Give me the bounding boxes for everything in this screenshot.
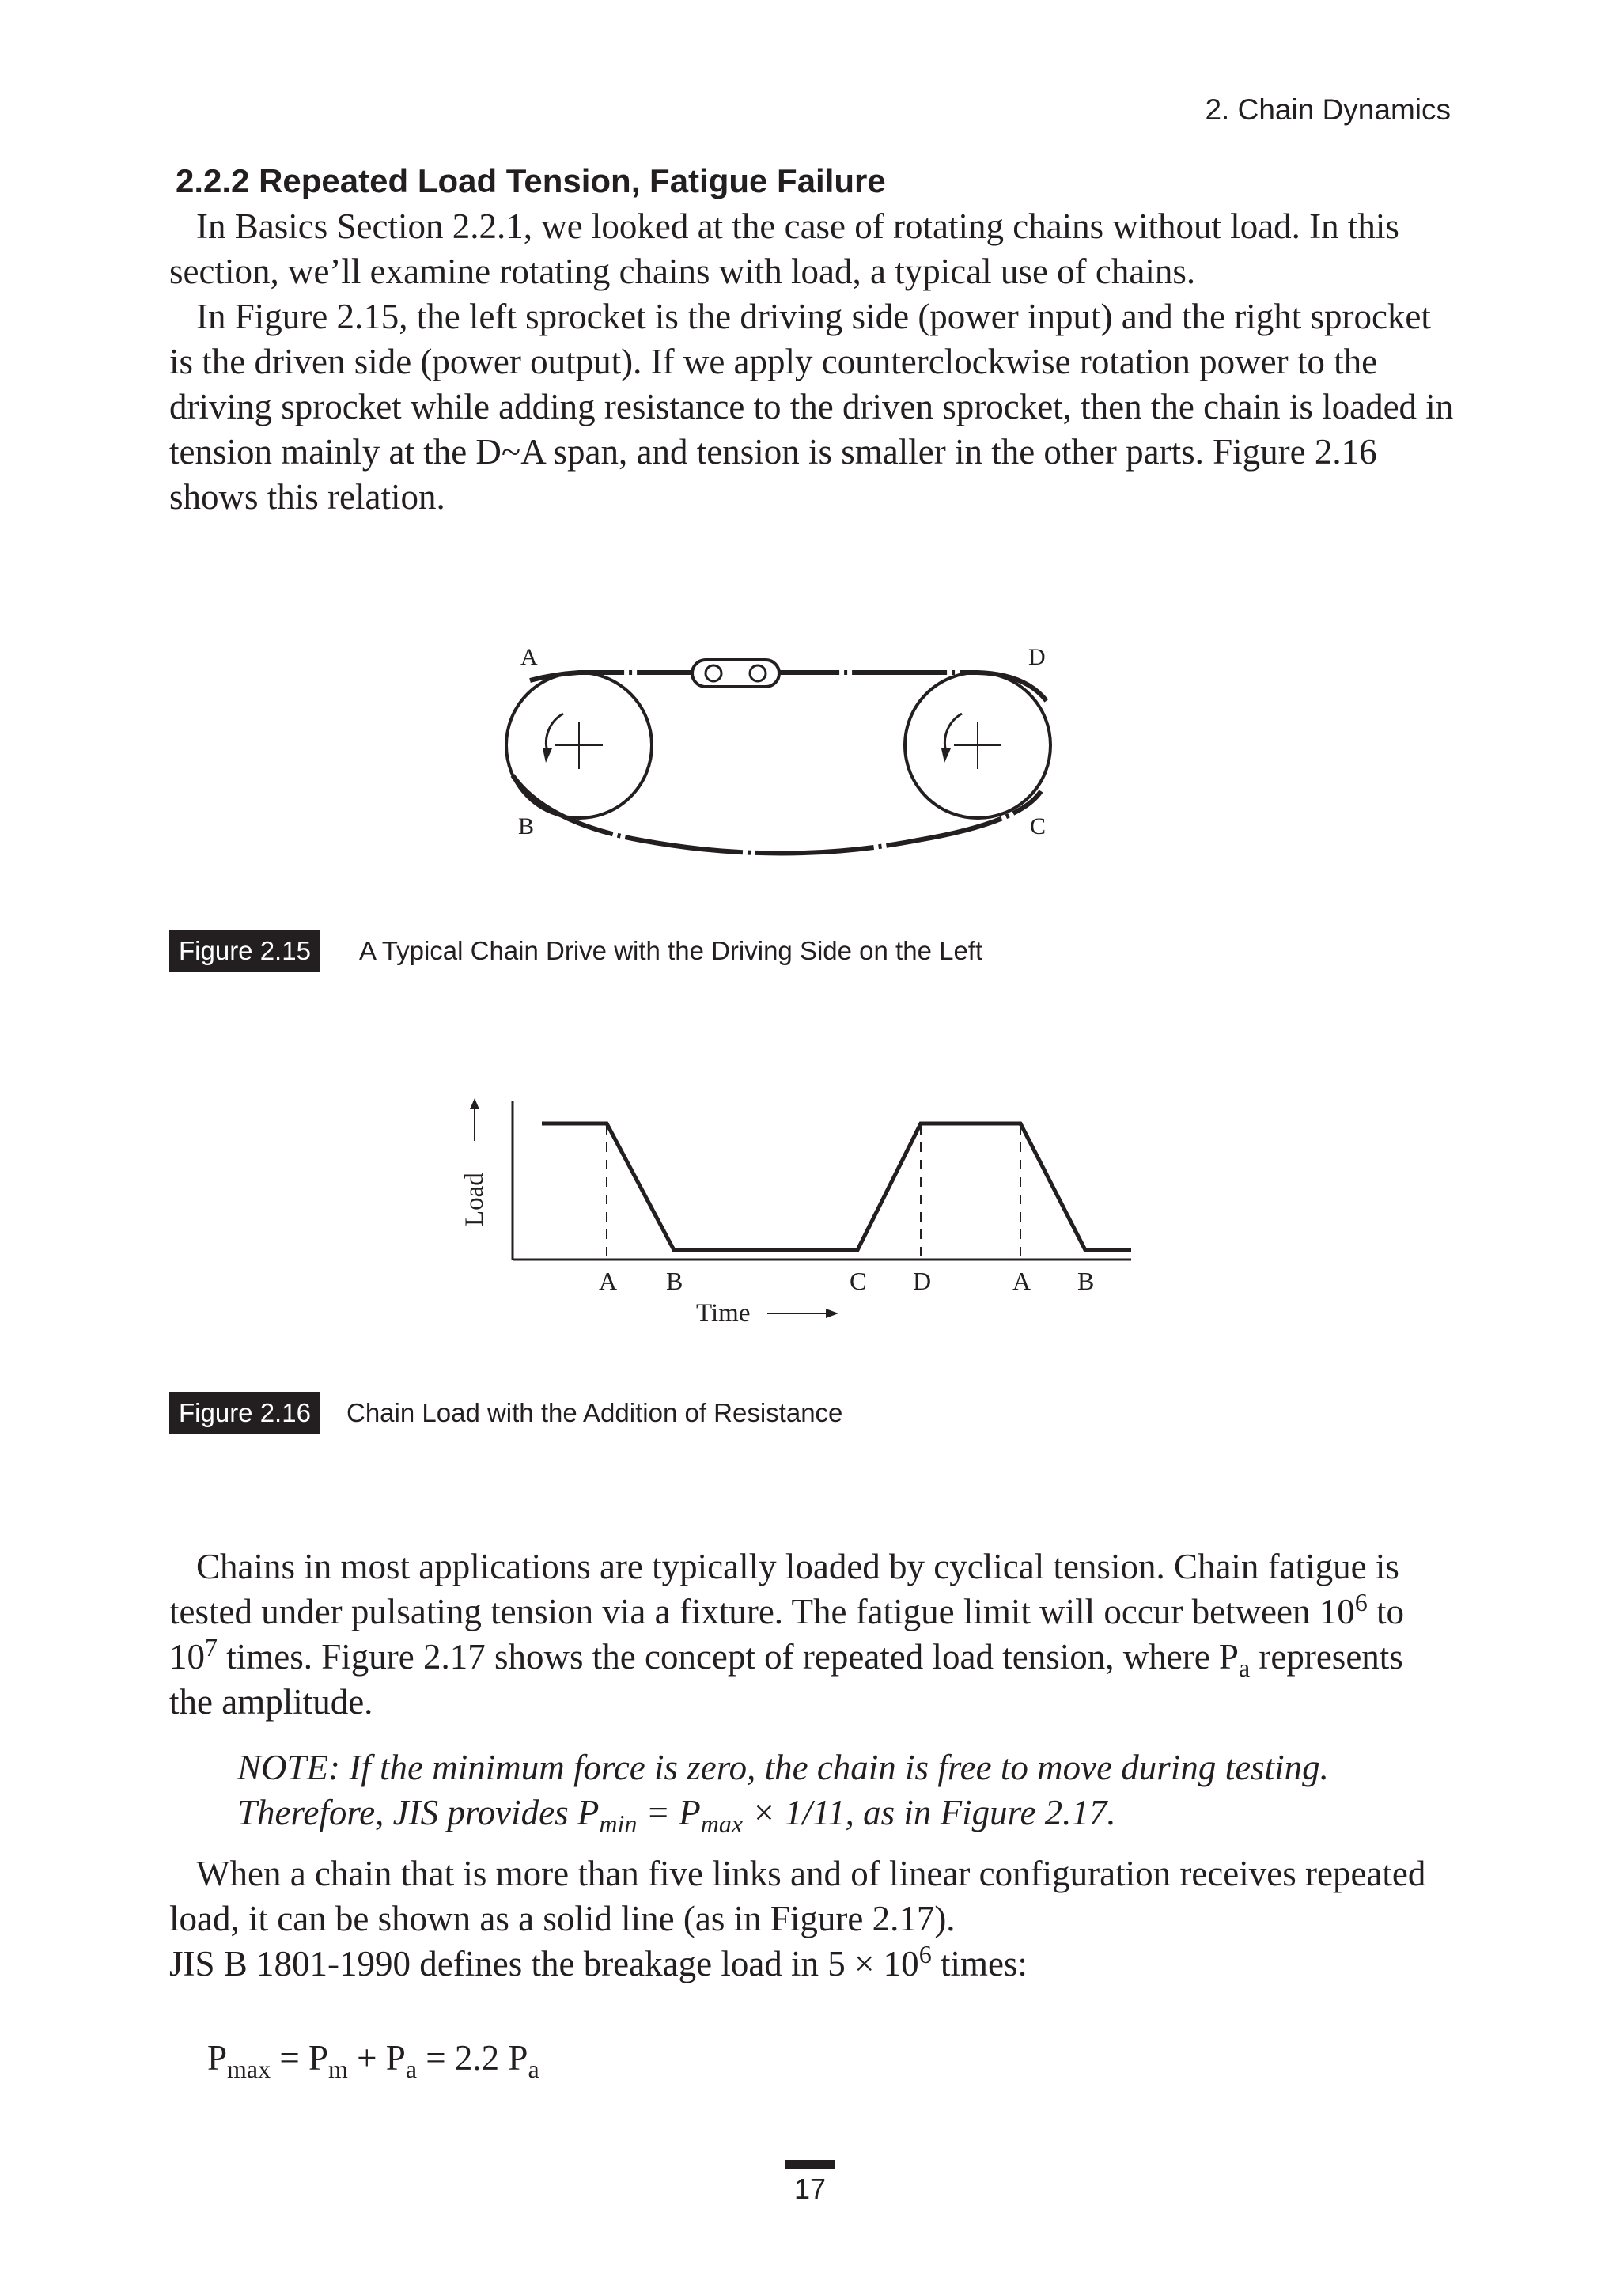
figure-2-15-diagram bbox=[475, 633, 1076, 894]
breakage-load-equation: $P_{max} = P_m + P_a = 2.2$ $P_a$ bbox=[207, 2038, 539, 2083]
note-paragraph: NOTE: If the minimum force is zero, the chain is free to move during testing. Therefore, JIS provides $P_{min} = P_{max} \times 1/11$, as in Figure 2.17. bbox=[237, 1748, 1329, 1838]
figure-2-16-label: Figure 2.16 bbox=[169, 1392, 320, 1434]
intro-paragraphs bbox=[169, 204, 1454, 520]
paragraph-2: In Figure 2.15, the left sprocket is the driving side (power input) and the right sprocket is the driven side (power output). If we apply counterclockwise rotation power to the driving sprocket while adding resistance to the driven sprocket, then the chain is loaded in tension mainly at the D~A span, and tension is smaller in the other parts. Figure 2.16 shows this relation. bbox=[169, 297, 1454, 517]
y-axis-label: Load bbox=[460, 1173, 489, 1226]
running-header: 2. Chain Dynamics bbox=[1205, 93, 1451, 126]
x-axis-label: Time bbox=[696, 1299, 751, 1328]
page-number: 17 bbox=[793, 2173, 827, 2205]
x-tick-labels bbox=[599, 1267, 1094, 1295]
x-tick-label-A: A bbox=[599, 1267, 618, 1295]
x-tick-label-D: D bbox=[913, 1267, 932, 1295]
figure-2-15-caption: A Typical Chain Drive with the Driving Side on the Left bbox=[359, 936, 983, 965]
page-number-bar bbox=[785, 2160, 835, 2169]
figure-2-15-label: Figure 2.15 bbox=[169, 930, 320, 972]
point-label-A: A bbox=[520, 644, 538, 670]
x-tick-label-B: B bbox=[1077, 1267, 1095, 1295]
paragraph-1: In Basics Section 2.2.1, we looked at the case of rotating chains without load. In this section, we’ll examine rotating chains with load, a typical use of chains. bbox=[169, 206, 1399, 291]
figure-2-16-chart bbox=[443, 1092, 1155, 1345]
point-label-D: D bbox=[1028, 644, 1046, 670]
x-tick-label-A: A bbox=[1012, 1267, 1031, 1295]
load-series-line bbox=[542, 1123, 1131, 1250]
section-title: 2.2.2 Repeated Load Tension, Fatigue Failure bbox=[176, 162, 886, 199]
point-label-C: C bbox=[1030, 813, 1047, 839]
figure-2-16-caption: Chain Load with the Addition of Resistance bbox=[346, 1398, 843, 1427]
x-tick-label-C: C bbox=[850, 1267, 867, 1295]
point-label-B: B bbox=[518, 813, 535, 839]
paragraph-4: When a chain that is more than five links and of linear configuration receives repeated load, it can be shown as a solid line (as in Figure 2.17). JIS B 1801-1990 defines the breakage load in $5 \times 10^6$ times: bbox=[169, 1854, 1426, 1983]
paragraph-3: Chains in most applications are typically loaded by cyclical tension. Chain fatigue is tested under pulsating tension via a fixture. The fatigue limit will occur between $10^6$ to $10^7$ times. Figure 2.17 shows the concept of repeated load tension, where $P_a$ represents the amplitude. bbox=[169, 1547, 1405, 1722]
chain-bottom-span bbox=[513, 775, 1041, 854]
x-tick-label-B: B bbox=[666, 1267, 683, 1295]
